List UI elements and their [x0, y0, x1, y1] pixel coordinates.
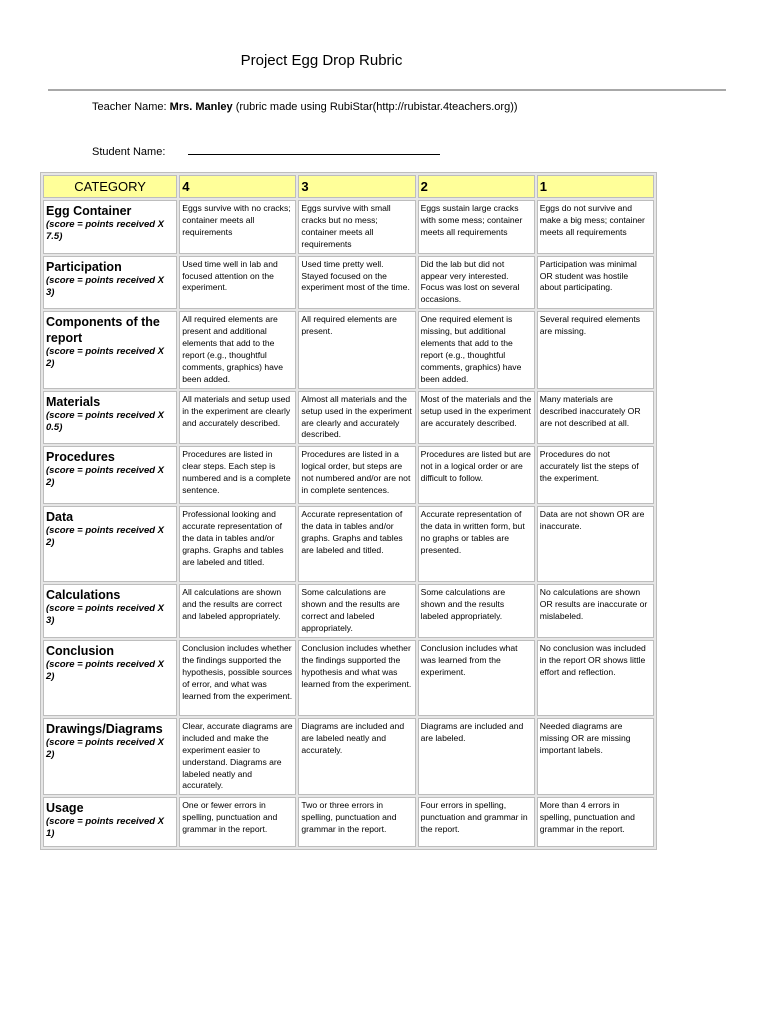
criteria-cell-level-4: All materials and setup used in the experiment are clearly and accurately described.: [179, 391, 296, 445]
header-level-1: 1: [537, 175, 654, 198]
document-title: Project Egg Drop Rubric: [240, 52, 403, 69]
rubric-table: [40, 172, 657, 850]
criteria-cell-level-3: Two or three errors in spelling, punctuation and grammar in the report.: [298, 797, 415, 847]
table-row: [43, 797, 654, 847]
criteria-cell-level-1: Data are not shown OR are inaccurate.: [537, 506, 654, 582]
student-name-blank: [188, 143, 440, 155]
table-row: [43, 718, 654, 795]
category-score-multiplier: (score = points received X 2): [46, 736, 165, 760]
criteria-cell-level-3: Accurate representation of the data in tables and/or graphs. Graphs and tables are labeled and titled.: [298, 506, 415, 582]
criteria-cell-level-4: One or fewer errors in spelling, punctuation and grammar in the report.: [179, 797, 296, 847]
category-name: Procedures: [46, 450, 115, 465]
criteria-cell-level-2: Most of the materials and the setup used in the experiment are accurately described.: [418, 391, 535, 445]
criteria-cell-level-4: All required elements are present and additional elements that add to the report (e.g., thoughtful comments, graphics) have been added.: [179, 311, 296, 388]
category-name: Drawings/Diagrams: [46, 721, 163, 736]
header-row: [43, 175, 654, 198]
table-row: [43, 200, 654, 254]
table-row: [43, 446, 654, 504]
header-category: CATEGORY: [43, 175, 177, 198]
criteria-cell-level-4: All calculations are shown and the results are correct and labeled appropriately.: [179, 584, 296, 638]
category-score-multiplier: (score = points received X 3): [46, 603, 165, 627]
criteria-cell-level-3: Eggs survive with small cracks but no mess; container meets all requirements: [298, 200, 415, 254]
category-name: Conclusion: [46, 643, 115, 658]
criteria-cell-level-2: Diagrams are included and are labeled.: [418, 718, 535, 795]
category-score-multiplier: (score = points received X 2): [46, 658, 165, 682]
criteria-cell-level-1: Needed diagrams are missing OR are missing important labels.: [537, 718, 654, 795]
criteria-cell-level-4: Clear, accurate diagrams are included and make the experiment easier to understand. Diagrams are labeled neatly and accurately.: [179, 718, 296, 795]
criteria-cell-level-1: No calculations are shown OR results are inaccurate or mislabeled.: [537, 584, 654, 638]
table-row: [43, 506, 654, 582]
category-name: Participation: [46, 259, 122, 274]
rubric-source-note: (rubric made using RubiStar(http://rubistar.4teachers.org)): [235, 101, 518, 113]
category-name: Egg Container: [46, 204, 132, 218]
category-score-multiplier: (score = points received X 7.5): [46, 219, 165, 242]
category-cell: [43, 446, 177, 504]
criteria-cell-level-2: Four errors in spelling, punctuation and grammar in the report.: [418, 797, 535, 847]
criteria-cell-level-3: Used time pretty well. Stayed focused on the experiment most of the time.: [298, 256, 415, 310]
student-label: Student Name:: [92, 146, 166, 158]
category-score-multiplier: (score = points received X 2): [46, 465, 165, 489]
category-cell: [43, 718, 177, 795]
criteria-cell-level-2: Some calculations are shown and the results labeled appropriately.: [418, 584, 535, 638]
category-name: Calculations: [46, 588, 121, 603]
category-name: Materials: [46, 394, 101, 409]
criteria-cell-level-4: Eggs survive with no cracks; container meets all requirements: [179, 200, 296, 254]
criteria-cell-level-2: One required element is missing, but additional elements that add to the report (e.g., thoughtful comments, graphics) have been added.: [418, 311, 535, 388]
category-score-multiplier: (score = points received X 2): [46, 346, 165, 370]
criteria-cell-level-1: Many materials are described inaccurately OR are not described at all.: [537, 391, 654, 445]
criteria-cell-level-3: Almost all materials and the setup used in the experiment are clearly and accurately described.: [298, 391, 415, 445]
category-score-multiplier: (score = points received X 3): [46, 274, 165, 298]
category-cell: [43, 506, 177, 582]
category-cell: [43, 311, 177, 388]
criteria-cell-level-1: Participation was minimal OR student was hostile about participating.: [537, 256, 654, 310]
category-cell: [43, 200, 177, 254]
category-cell: [43, 256, 177, 310]
criteria-cell-level-1: More than 4 errors in spelling, punctuation and grammar in the report.: [537, 797, 654, 847]
criteria-cell-level-4: Procedures are listed in clear steps. Each step is numbered and is a complete sentence.: [179, 446, 296, 504]
table-row: [43, 256, 654, 310]
table-row: [43, 584, 654, 638]
criteria-cell-level-4: Conclusion includes whether the findings supported the hypothesis, possible sources of error, and what was learned from the experiment.: [179, 640, 296, 716]
criteria-cell-level-1: Eggs do not survive and make a big mess; container meets all requirements: [537, 200, 654, 254]
header-level-3: 3: [298, 175, 415, 198]
table-row: [43, 391, 654, 445]
criteria-cell-level-3: All required elements are present.: [298, 311, 415, 388]
category-name: Data: [46, 510, 74, 525]
table-row: [43, 311, 654, 388]
category-cell: [43, 391, 177, 445]
header-level-4: 4: [179, 175, 296, 198]
criteria-cell-level-2: Accurate representation of the data in written form, but no graphs or tables are presented.: [418, 506, 535, 582]
criteria-cell-level-4: Professional looking and accurate representation of the data in tables and/or graphs. Graphs and tables are labeled and titled.: [179, 506, 296, 582]
category-cell: [43, 640, 177, 716]
table-row: [43, 640, 654, 716]
criteria-cell-level-2: Conclusion includes what was learned from the experiment.: [418, 640, 535, 716]
title-divider: [48, 89, 726, 91]
criteria-cell-level-4: Used time well in lab and focused attention on the experiment.: [179, 256, 296, 310]
criteria-cell-level-1: Procedures do not accurately list the steps of the experiment.: [537, 446, 654, 504]
criteria-cell-level-1: No conclusion was included in the report OR shows little effort and reflection.: [537, 640, 654, 716]
category-score-multiplier: (score = points received X 0.5): [46, 409, 165, 433]
criteria-cell-level-2: Eggs sustain large cracks with some mess; container meets all requirements: [418, 200, 535, 254]
criteria-cell-level-2: Did the lab but did not appear very interested. Focus was lost on several occasions.: [418, 256, 535, 310]
category-score-multiplier: (score = points received X 2): [46, 525, 165, 549]
category-name: Usage: [46, 801, 84, 816]
category-name: Components of the report: [46, 315, 160, 346]
student-line: [92, 143, 440, 158]
criteria-cell-level-3: Diagrams are included and are labeled neatly and accurately.: [298, 718, 415, 795]
teacher-name: Mrs. Manley: [169, 101, 233, 113]
teacher-label: Teacher Name:: [92, 101, 167, 113]
category-cell: [43, 584, 177, 638]
criteria-cell-level-3: Some calculations are shown and the results are correct and labeled appropriately.: [298, 584, 415, 638]
category-cell: [43, 797, 177, 847]
teacher-line: [92, 101, 518, 113]
criteria-cell-level-3: Procedures are listed in a logical order, but steps are not numbered and/or are not in complete sentences.: [298, 446, 415, 504]
criteria-cell-level-2: Procedures are listed but are not in a logical order or are difficult to follow.: [418, 446, 535, 504]
category-score-multiplier: (score = points received X 1): [46, 816, 165, 840]
criteria-cell-level-3: Conclusion includes whether the findings supported the hypothesis and what was learned from the experiment.: [298, 640, 415, 716]
criteria-cell-level-1: Several required elements are missing.: [537, 311, 654, 388]
header-level-2: 2: [418, 175, 535, 198]
